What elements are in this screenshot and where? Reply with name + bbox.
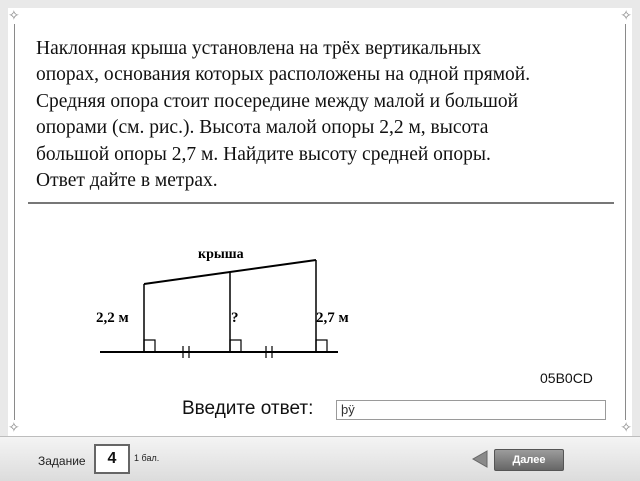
task-code: 05B0CD	[540, 370, 593, 386]
middle-support-label: ?	[231, 310, 239, 326]
problem-line: Ответ дайте в метрах.	[36, 170, 218, 192]
right-angle-mark	[144, 340, 155, 352]
corner-ornament-icon: ✧	[620, 420, 632, 436]
task-number: 4	[94, 444, 130, 474]
problem-line: опорах, основания которых расположены на одной прямой.	[36, 64, 531, 86]
task-label: Задание	[38, 454, 86, 468]
problem-text	[36, 36, 604, 194]
problem-line: Наклонная крыша установлена на трёх вертикальных	[36, 38, 482, 59]
right-angle-mark	[316, 340, 327, 352]
corner-ornament-icon: ✧	[620, 8, 632, 24]
roof-figure	[90, 240, 370, 370]
answer-label: Введите ответ:	[182, 398, 314, 419]
problem-line: Средняя опора стоит посередине между малой и большой	[36, 90, 519, 112]
right-angle-mark	[230, 340, 241, 352]
back-button[interactable]	[470, 449, 490, 469]
next-button[interactable]: Далее	[494, 449, 564, 471]
score-label: 1 бал.	[134, 453, 160, 463]
small-support-label: 2,2 м	[96, 310, 129, 326]
large-support-label: 2,7 м	[316, 310, 349, 326]
problem-line: опорами (см. рис.). Высота малой опоры 2,2 м, высота	[36, 117, 489, 139]
roof-diagram	[90, 240, 370, 370]
card-left-border	[14, 24, 15, 420]
corner-ornament-icon: ✧	[8, 8, 20, 24]
corner-ornament-icon: ✧	[8, 420, 20, 436]
problem-line: большой опоры 2,7 м. Найдите высоту средней опоры.	[36, 143, 491, 165]
divider	[28, 202, 614, 204]
card-right-border	[625, 24, 626, 420]
roof-label: крыша	[198, 247, 244, 262]
answer-input[interactable]: þÿ	[336, 400, 606, 420]
left-triangle-icon	[470, 449, 490, 469]
